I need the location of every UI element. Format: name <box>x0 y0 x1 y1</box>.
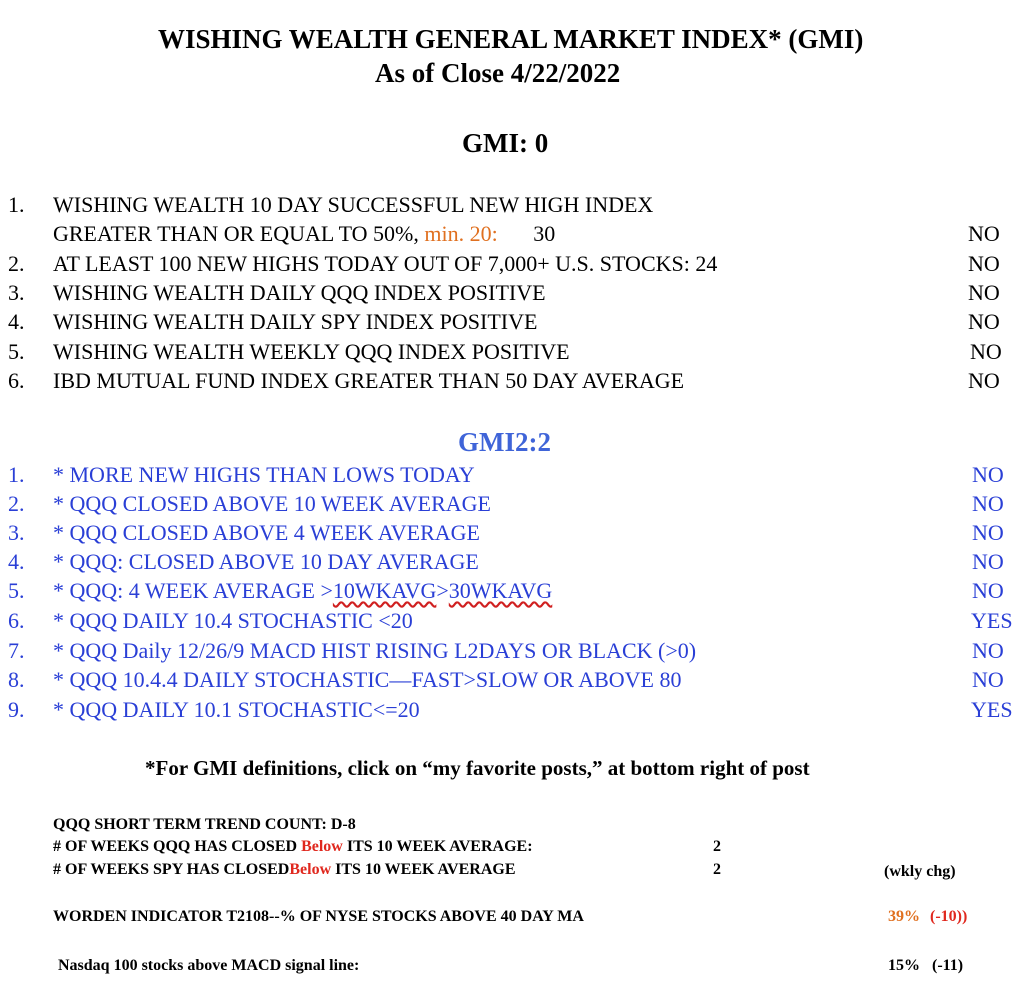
worden-change: (-10)) <box>930 908 968 925</box>
gmi2-item-6-text: * QQQ DAILY 10.4 STOCHASTIC <20 <box>53 608 413 633</box>
gmi-item-5-number: 5. <box>8 339 25 364</box>
gmi2-item-5-text-start: * QQQ: 4 WEEK AVERAGE > <box>53 578 333 603</box>
gmi2-item-1-text: * MORE NEW HIGHS THAN LOWS TODAY <box>53 462 475 487</box>
gmi-item-2-text: AT LEAST 100 NEW HIGHS TODAY OUT OF 7,000+ U.S. STOCKS: 24 <box>53 251 718 276</box>
gmi-item-6-number: 6. <box>8 368 25 393</box>
gmi2-item-2-text: * QQQ CLOSED ABOVE 10 WEEK AVERAGE <box>53 491 491 516</box>
gmi-item-6-text: IBD MUTUAL FUND INDEX GREATER THAN 50 DAY AVERAGE <box>53 368 685 393</box>
gmi2-item-1-status: NO <box>972 462 1004 487</box>
gmi2-item-6-number: 6. <box>8 608 25 633</box>
gmi2-item-7-text: * QQQ Daily 12/26/9 MACD HIST RISING L2DAYS OR BLACK (>0) <box>53 638 697 663</box>
gmi2-item-9-status: YES <box>971 697 1013 722</box>
worden-indicator-label: WORDEN INDICATOR T2108--% OF NYSE STOCKS ABOVE 40 DAY MA <box>53 908 584 925</box>
gmi2-item-2-number: 2. <box>8 491 25 516</box>
gmi2-item-9-number: 9. <box>8 697 25 722</box>
nasdaq-percent: 15% <box>888 957 920 974</box>
qqq-weeks-below-value: 2 <box>713 838 721 855</box>
qqq-weeks-below-label <box>53 838 533 856</box>
gmi2-item-4-text: * QQQ: CLOSED ABOVE 10 DAY AVERAGE <box>53 549 479 574</box>
gmi2-item-8-status: NO <box>972 667 1004 692</box>
gmi2-item-5-gt: > <box>436 578 449 603</box>
nasdaq-change: (-11) <box>932 957 964 974</box>
spy-weeks-below-value: 2 <box>713 861 721 878</box>
gmi2-item-4-number: 4. <box>8 549 25 574</box>
gmi-item-4-number: 4. <box>8 309 25 334</box>
gmi2-item-2-status: NO <box>972 491 1004 516</box>
qqq-weeks-label-end: ITS 10 WEEK AVERAGE: <box>346 838 533 855</box>
gmi2-item-8-number: 8. <box>8 667 25 692</box>
gmi-item-5-status: NO <box>970 339 1002 364</box>
gmi2-item-1-number: 1. <box>8 462 25 487</box>
gmi2-item-8-text: * QQQ 10.4.4 DAILY STOCHASTIC—FAST>SLOW OR ABOVE 80 <box>53 667 682 692</box>
gmi-item-3-number: 3. <box>8 280 25 305</box>
gmi-item-1-number: 1. <box>8 192 25 217</box>
gmi-item-4-text: WISHING WEALTH DAILY SPY INDEX POSITIVE <box>53 309 538 334</box>
spy-weeks-label-start: # OF WEEKS SPY HAS CLOSED <box>53 861 290 878</box>
gmi-item-2-number: 2. <box>8 251 25 276</box>
qqq-weeks-label-start: # OF WEEKS QQQ HAS CLOSED <box>53 838 298 855</box>
gmi2-item-5-10wkavg: 10WKAVG <box>332 578 437 603</box>
gmi2-item-5-status: NO <box>972 578 1004 603</box>
gmi2-item-5-30wkavg: 30WKAVG <box>448 578 553 603</box>
spy-weeks-label-end: ITS 10 WEEK AVERAGE <box>335 861 516 878</box>
worden-indicator-value <box>888 908 967 926</box>
trend-count: QQQ SHORT TERM TREND COUNT: D-8 <box>53 816 356 833</box>
gmi2-item-6-status: YES <box>971 608 1013 633</box>
gmi2-item-7-status: NO <box>972 638 1004 663</box>
spy-weeks-below-label <box>53 861 516 879</box>
gmi2-item-3-text: * QQQ CLOSED ABOVE 4 WEEK AVERAGE <box>53 520 480 545</box>
gmi-item-1-text: WISHING WEALTH 10 DAY SUCCESSFUL NEW HIGH INDEX <box>53 192 654 217</box>
gmi2-item-9-text: * QQQ DAILY 10.1 STOCHASTIC<=20 <box>53 697 420 722</box>
as-of-date: As of Close 4/22/2022 <box>375 58 621 88</box>
nasdaq-macd-label: Nasdaq 100 stocks above MACD signal line: <box>58 957 360 974</box>
gmi-item-5-text: WISHING WEALTH WEEKLY QQQ INDEX POSITIVE <box>53 339 570 364</box>
gmi2-item-5-number: 5. <box>8 578 25 603</box>
spy-below-word: Below <box>289 861 332 878</box>
gmi2-item-3-status: NO <box>972 520 1004 545</box>
nasdaq-macd-value <box>888 957 963 975</box>
gmi2-title: GMI2:2 <box>458 427 551 457</box>
page-title: WISHING WEALTH GENERAL MARKET INDEX* (GMI) <box>158 24 864 54</box>
gmi-item-1-value: 30 <box>533 221 556 246</box>
gmi-item-3-status: NO <box>968 280 1000 305</box>
gmi-item-3-text: WISHING WEALTH DAILY QQQ INDEX POSITIVE <box>53 280 546 305</box>
worden-percent: 39% <box>888 908 920 925</box>
gmi-item-1-min: min. 20: <box>424 221 498 246</box>
gmi2-item-3-number: 3. <box>8 520 25 545</box>
gmi-score: GMI: 0 <box>462 128 549 158</box>
gmi-item-1-status: NO <box>968 221 1000 246</box>
gmi-item-4-status: NO <box>968 309 1000 334</box>
qqq-below-word: Below <box>301 838 343 855</box>
gmi2-item-7-number: 7. <box>8 638 25 663</box>
gmi2-item-5-text <box>53 578 552 604</box>
gmi-item-6-status: NO <box>968 368 1000 393</box>
gmi-item-1-line2 <box>53 221 555 247</box>
gmi-item-2-status: NO <box>968 251 1000 276</box>
weekly-change-header: (wkly chg) <box>884 863 956 880</box>
gmi2-item-4-status: NO <box>972 549 1004 574</box>
gmi-item-1-line2-text: GREATER THAN OR EQUAL TO 50%, <box>53 221 419 246</box>
gmi-definitions-note: *For GMI definitions, click on “my favorite posts,” at bottom right of post <box>145 756 810 780</box>
